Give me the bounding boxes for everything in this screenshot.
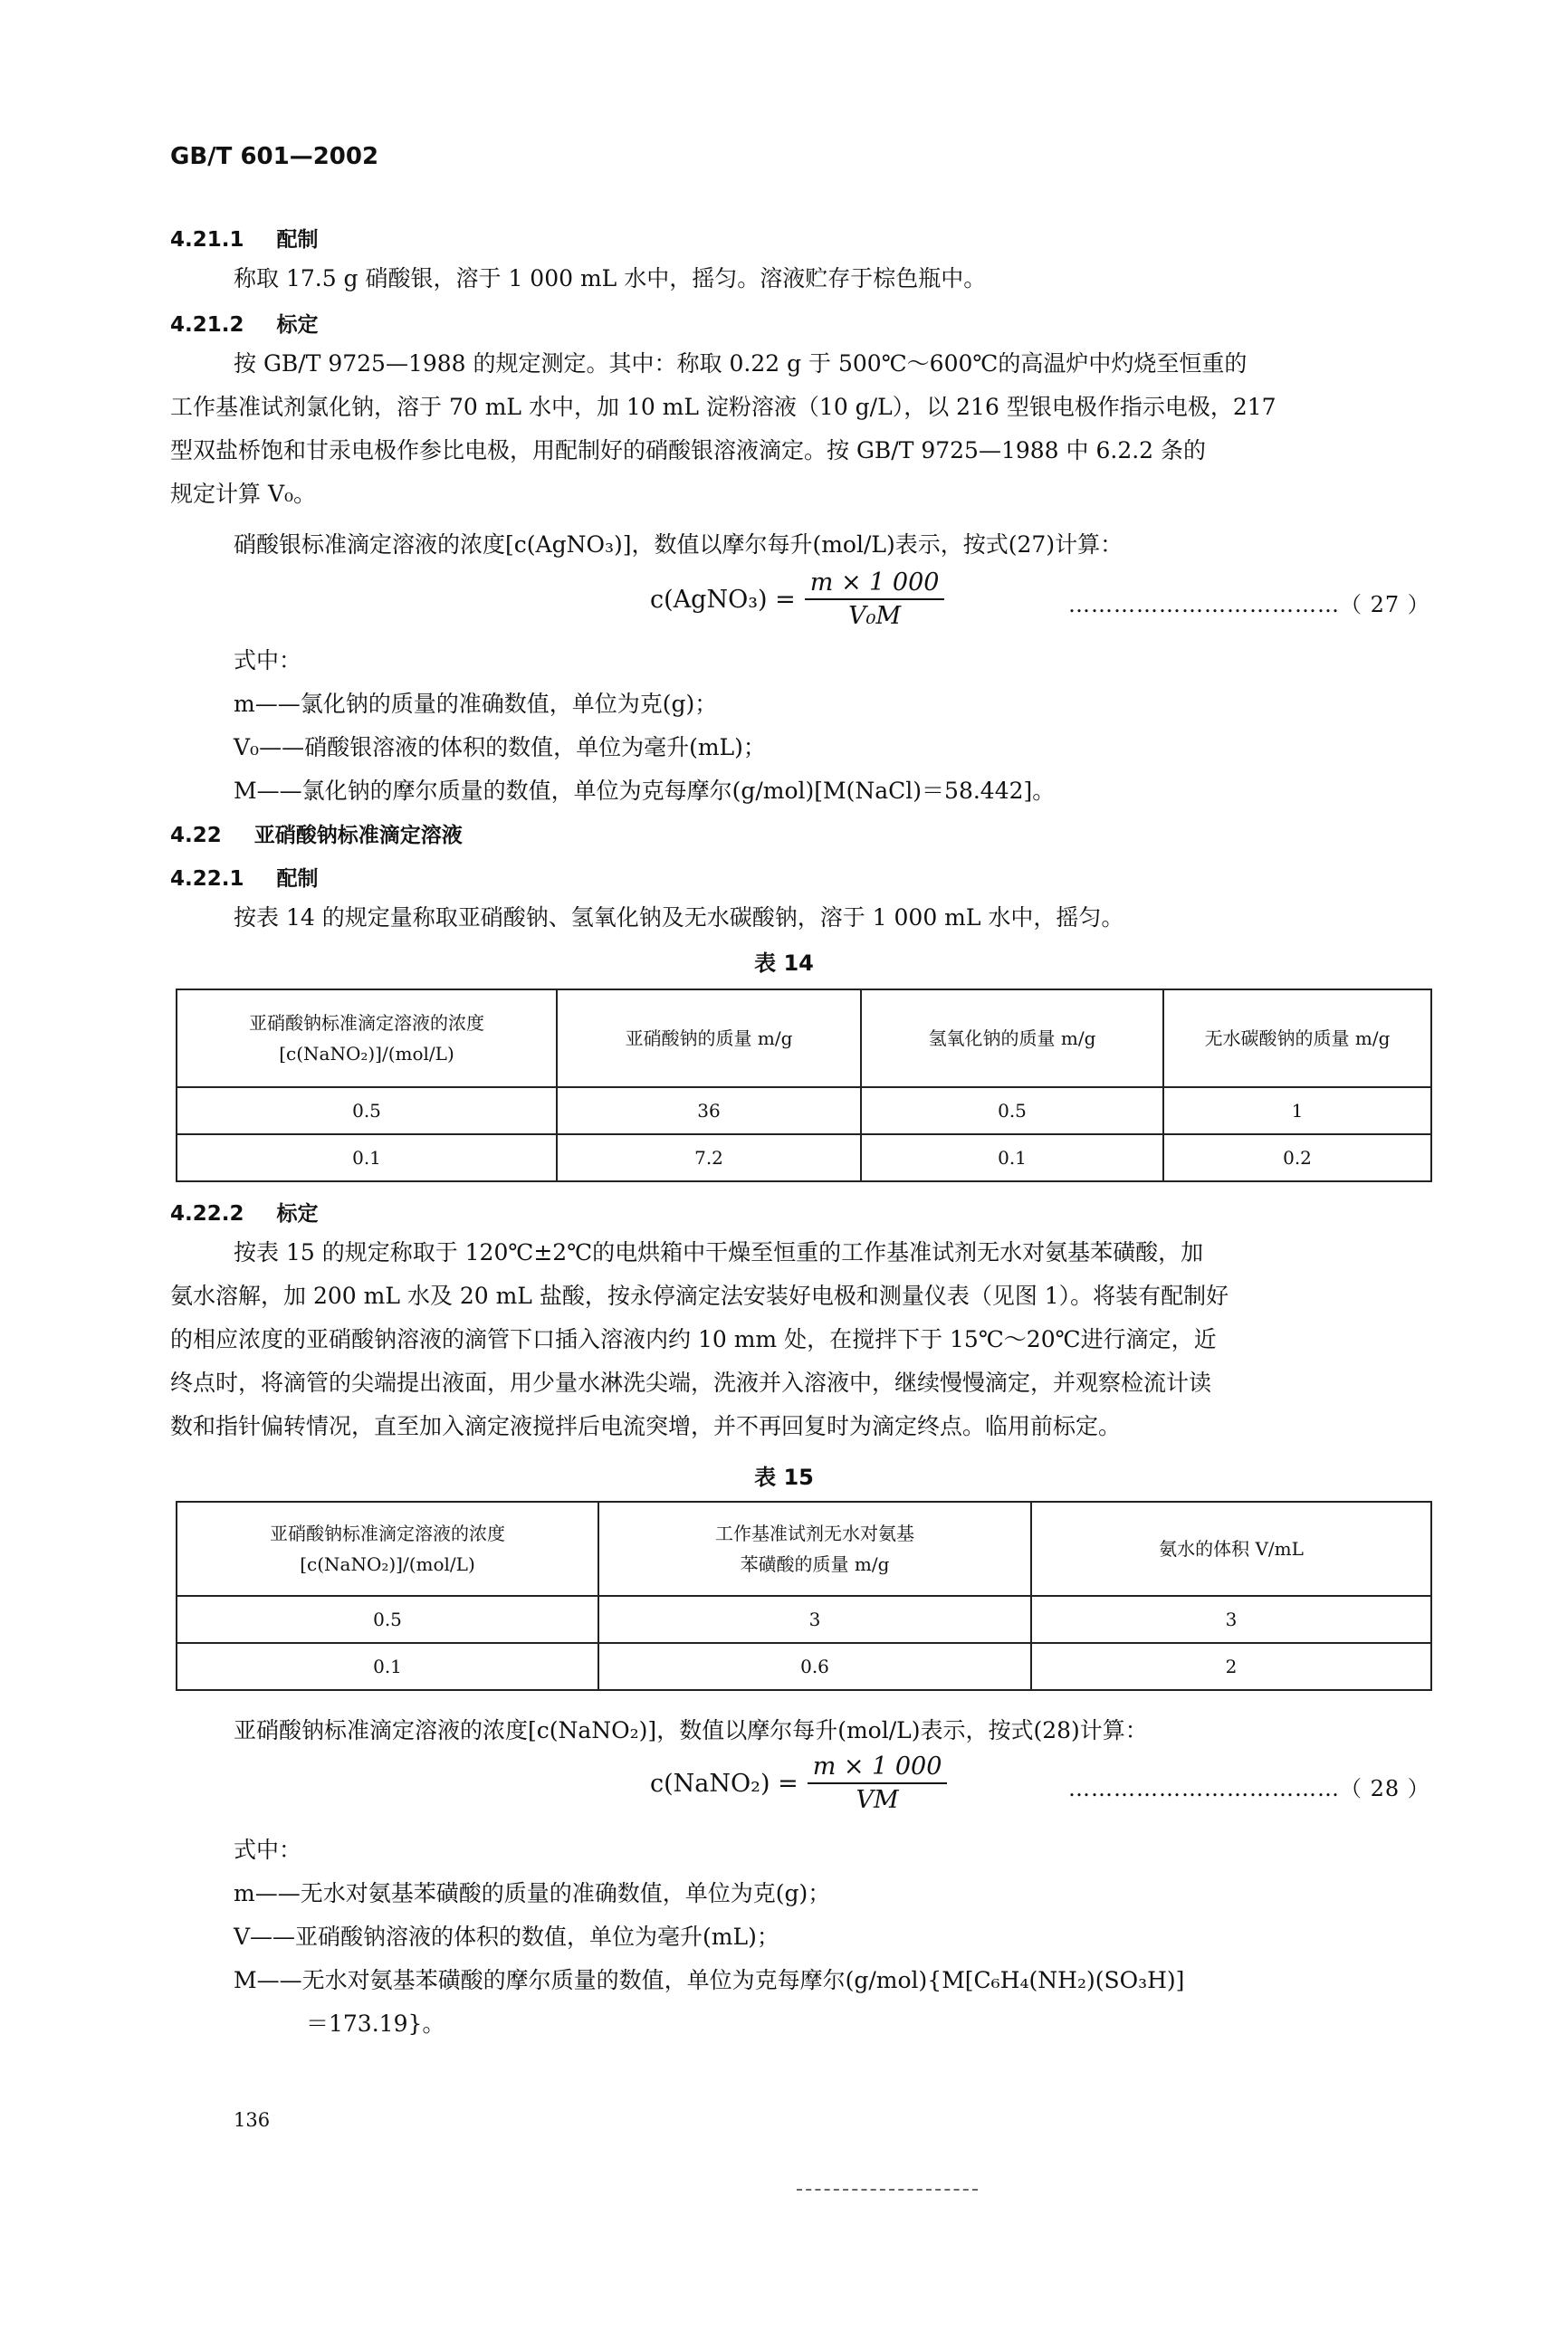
page-number: 136 <box>234 2109 271 2131</box>
table-cell: 1 <box>1163 1087 1431 1134</box>
table-15-title: 表 15 <box>754 1465 814 1490</box>
where-label: 式中： <box>234 1837 302 1863</box>
table-cell: 7.2 <box>557 1134 861 1181</box>
text-line: 按表 15 的规定称取于 120℃±2℃的电烘箱中干燥至恒重的工作基准试剂无水对氨基苯磺酸，加 <box>234 1239 1204 1266</box>
table-cell: 0.5 <box>861 1087 1163 1134</box>
table-header-cell: 亚硝酸钠的质量 m/g <box>557 989 861 1087</box>
table-row <box>177 1596 1431 1643</box>
text-line: 氨水溶解，加 200 mL 水及 20 mL 盐酸，按永停滴定法安装好电极和测量仪表（见图 1）。将装有配制好 <box>170 1283 1229 1309</box>
table-header-row <box>177 1502 1431 1596</box>
table-cell: 3 <box>1031 1596 1431 1643</box>
section-heading-4-22-2 <box>170 1197 319 1227</box>
section-number: 4.22 <box>170 824 222 847</box>
standard-code-header: GB/T 601—2002 <box>170 143 379 170</box>
section-title: 亚硝酸钠标准滴定溶液 <box>253 824 463 847</box>
table-row <box>177 1134 1431 1181</box>
paragraph-concentration-nano2: 亚硝酸钠标准滴定溶液的浓度[c(NaNO₂)]，数值以摩尔每升(mol/L)表示，按式(28)计算： <box>234 1717 1148 1743</box>
table-cell: 3 <box>598 1596 1031 1643</box>
table-header-row <box>177 989 1431 1087</box>
table-15 <box>176 1501 1432 1691</box>
text-line: 终点时，将滴管的尖端提出液面，用少量水淋洗尖端，洗液并入溶液中，继续慢慢滴定，并观察检流计读 <box>170 1370 1212 1396</box>
section-heading-4-22-1 <box>170 862 319 892</box>
table-cell: 0.1 <box>177 1643 598 1690</box>
text-line: 按 GB/T 9725—1988 的规定测定。其中：称取 0.22 g 于 500℃～600℃的高温炉中灼烧至恒重的 <box>234 350 1248 377</box>
section-heading-4-21-2 <box>170 308 319 338</box>
paragraph-preparation-nano2: 按表 14 的规定量称取亚硝酸钠、氢氧化钠及无水碳酸钠，溶于 1 000 mL 水中，摇匀。 <box>234 904 1124 931</box>
section-number: 4.22.1 <box>170 867 244 891</box>
table-cell: 0.6 <box>598 1643 1031 1690</box>
table-header-cell: 无水碳酸钠的质量 m/g <box>1163 989 1431 1087</box>
where-item: V——亚硝酸钠溶液的体积的数值，单位为毫升(mL)； <box>234 1924 779 1950</box>
where-item: m——无水对氨基苯磺酸的质量的准确数值，单位为克(g)； <box>234 1880 831 1906</box>
section-title: 配制 <box>276 228 319 252</box>
table-cell: 0.2 <box>1163 1134 1431 1181</box>
table-cell: 0.1 <box>177 1134 557 1181</box>
paragraph-preparation-agno3: 称取 17.5 g 硝酸银，溶于 1 000 mL 水中，摇匀。溶液贮存于棕色瓶中。 <box>234 265 987 291</box>
table-cell: 36 <box>557 1087 861 1134</box>
equation-number-28: ………………………………（ 28 ） <box>1068 1776 1430 1801</box>
table-cell: 0.5 <box>177 1596 598 1643</box>
table-cell: 0.1 <box>861 1134 1163 1181</box>
paragraph-concentration-agno3: 硝酸银标准滴定溶液的浓度[c(AgNO₃)]，数值以摩尔每升(mol/L)表示，按式(27)计算： <box>234 531 1123 558</box>
section-number: 4.21.1 <box>170 228 244 252</box>
fraction-numerator: m × 1 000 <box>808 1753 948 1784</box>
where-item: M——无水对氨基苯磺酸的摩尔质量的数值，单位为克每摩尔(g/mol){M[C₆H₄(NH₂)(SO₃H)] <box>234 1967 1185 1993</box>
table-row <box>177 1087 1431 1134</box>
where-item: V₀——硝酸银溶液的体积的数值，单位为毫升(mL)； <box>234 734 766 760</box>
paragraph-standardization-agno3 <box>170 342 1433 516</box>
equation-lhs: c(AgNO₃) = <box>650 585 796 614</box>
where-item: m——氯化钠的质量的准确数值，单位为克(g)； <box>234 691 718 717</box>
equation-fraction <box>808 1753 948 1814</box>
fraction-denominator: VM <box>856 1786 899 1814</box>
equation-lhs: c(NaNO₂) = <box>650 1769 798 1798</box>
table-header-cell: 亚硝酸钠标准滴定溶液的浓度 [c(NaNO₂)]/(mol/L) <box>177 989 557 1087</box>
table-cell: 0.5 <box>177 1087 557 1134</box>
paragraph-standardization-nano2 <box>170 1231 1433 1448</box>
equation-27 <box>650 568 944 630</box>
text-line: 工作基准试剂氯化钠，溶于 70 mL 水中，加 10 mL 淀粉溶液（10 g/L），以 216 型银电极作指示电极，217 <box>170 394 1276 420</box>
table-row <box>177 1643 1431 1690</box>
text-line: 的相应浓度的亚硝酸钠溶液的滴管下口插入溶液内约 10 mm 处，在搅拌下于 15℃～20℃进行滴定，近 <box>170 1326 1217 1352</box>
table-header-cell: 氢氧化钠的质量 m/g <box>861 989 1163 1087</box>
table-14-title: 表 14 <box>754 950 814 976</box>
section-heading-4-21-1 <box>170 223 319 253</box>
section-title: 标定 <box>276 1202 319 1226</box>
footer-divider <box>797 2189 978 2191</box>
table-header-cell: 工作基准试剂无水对氨基 苯磺酸的质量 m/g <box>598 1502 1031 1596</box>
text-line: 型双盐桥饱和甘汞电极作参比电极，用配制好的硝酸银溶液滴定。按 GB/T 9725—1988 中 6.2.2 条的 <box>170 437 1207 463</box>
table-header-cell: 氨水的体积 V/mL <box>1031 1502 1431 1596</box>
where-label: 式中： <box>234 647 302 673</box>
fraction-denominator: V₀M <box>848 602 902 630</box>
table-14 <box>176 989 1432 1182</box>
section-number: 4.22.2 <box>170 1202 244 1226</box>
where-item: M——氯化钠的摩尔质量的数值，单位为克每摩尔(g/mol)[M(NaCl)＝58.442]。 <box>234 778 1056 804</box>
section-heading-4-22 <box>170 818 463 848</box>
text-line: 规定计算 V₀。 <box>170 481 317 507</box>
fraction-numerator: m × 1 000 <box>805 568 945 600</box>
section-title: 配制 <box>276 867 319 891</box>
equation-fraction <box>805 568 945 630</box>
where-item-continuation: ＝173.19}。 <box>306 2010 445 2037</box>
equation-28 <box>650 1753 947 1814</box>
section-number: 4.21.2 <box>170 313 244 337</box>
text-line: 数和指针偏转情况，直至加入滴定液搅拌后电流突增，并不再回复时为滴定终点。临用前标定。 <box>170 1413 1122 1439</box>
equation-number-27: ………………………………（ 27 ） <box>1068 592 1430 617</box>
section-title: 标定 <box>276 313 319 337</box>
table-cell: 2 <box>1031 1643 1431 1690</box>
table-header-cell: 亚硝酸钠标准滴定溶液的浓度 [c(NaNO₂)]/(mol/L) <box>177 1502 598 1596</box>
